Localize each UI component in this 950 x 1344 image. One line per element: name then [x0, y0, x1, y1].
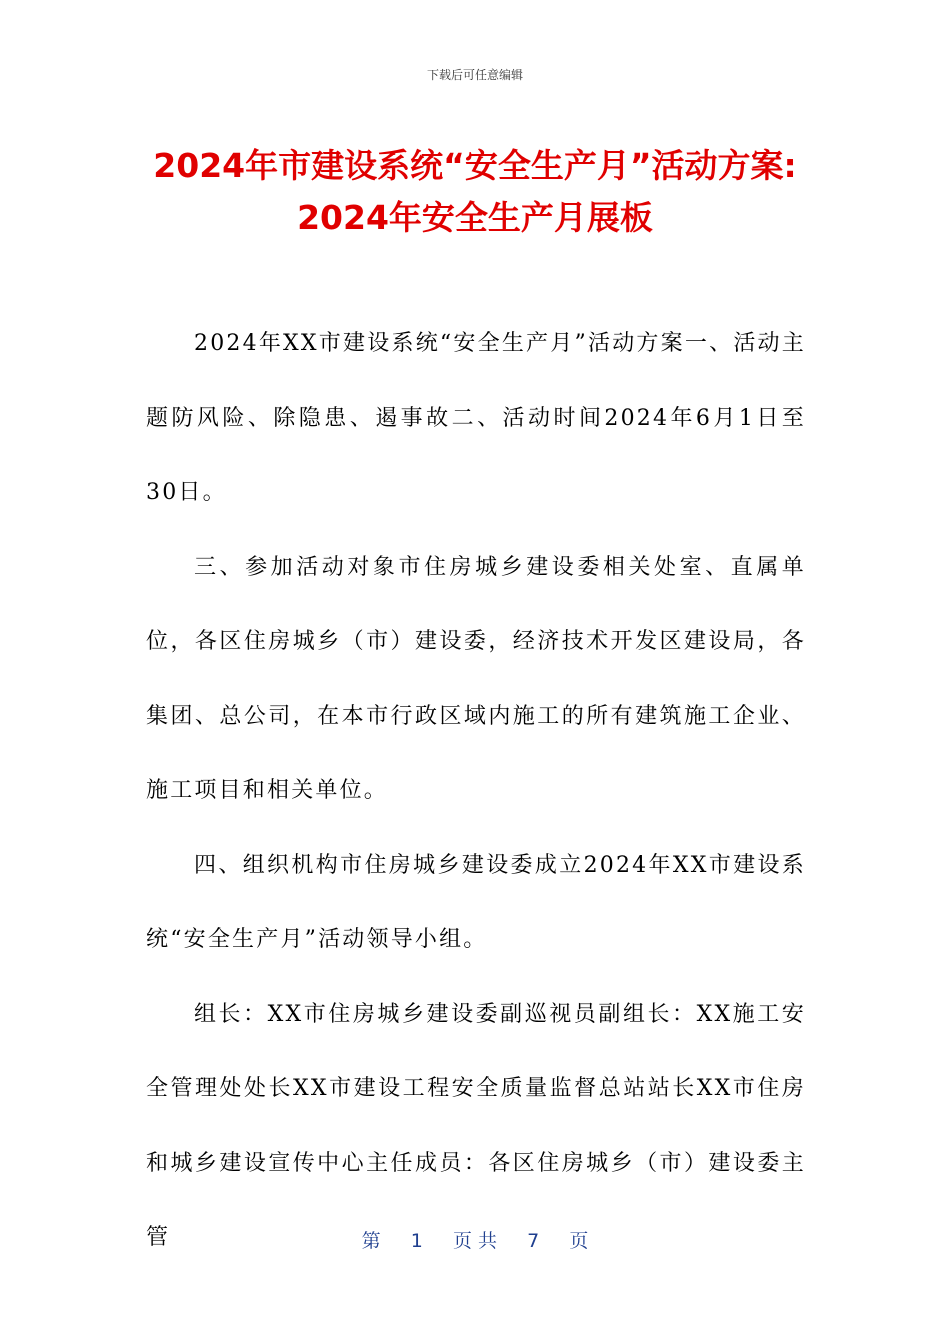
header-note: 下载后可任意编辑 — [426, 68, 523, 82]
footer-current-page: 1 — [410, 1230, 423, 1252]
title-line-1: 2024年市建设系统“安全生产月”活动方案: — [153, 146, 797, 185]
footer-total-pages: 7 — [527, 1230, 540, 1252]
paragraph-1: 2024年XX市建设系统“安全生产月”活动方案一、活动主题防风险、除隐患、遏事故二、活动时间2024年6月1日至30日。 — [146, 331, 806, 505]
paragraph-2: 三、参加活动对象市住房城乡建设委相关处室、直属单位，各区住房城乡（市）建设委，经济技术开发区建设局，各集团、总公司，在本市行政区域内施工的所有建筑施工企业、施工项目和相关单位。 — [146, 554, 806, 803]
paragraph-3: 四、组织机构市住房城乡建设委成立2024年XX市建设系统“安全生产月”活动领导小组。 — [146, 852, 806, 952]
footer-total-suffix: 页 — [569, 1230, 589, 1252]
paragraph-4: 组长：XX市住房城乡建设委副巡视员副组长：XX施工安全管理处处长XX市建设工程安全质量监督总站站长XX市住房和城乡建设宣传中心主任成员：各区住房城乡（市）建设委主管 — [146, 1001, 806, 1250]
document-body — [146, 307, 806, 1276]
footer-page-suffix: 页 — [452, 1230, 472, 1252]
title-line-2: 2024年安全生产月展板 — [297, 198, 653, 237]
document-title — [60, 140, 890, 244]
footer-total-label: 共 — [478, 1230, 498, 1252]
page-footer — [0, 1226, 950, 1253]
footer-page-label: 第 — [361, 1230, 381, 1252]
